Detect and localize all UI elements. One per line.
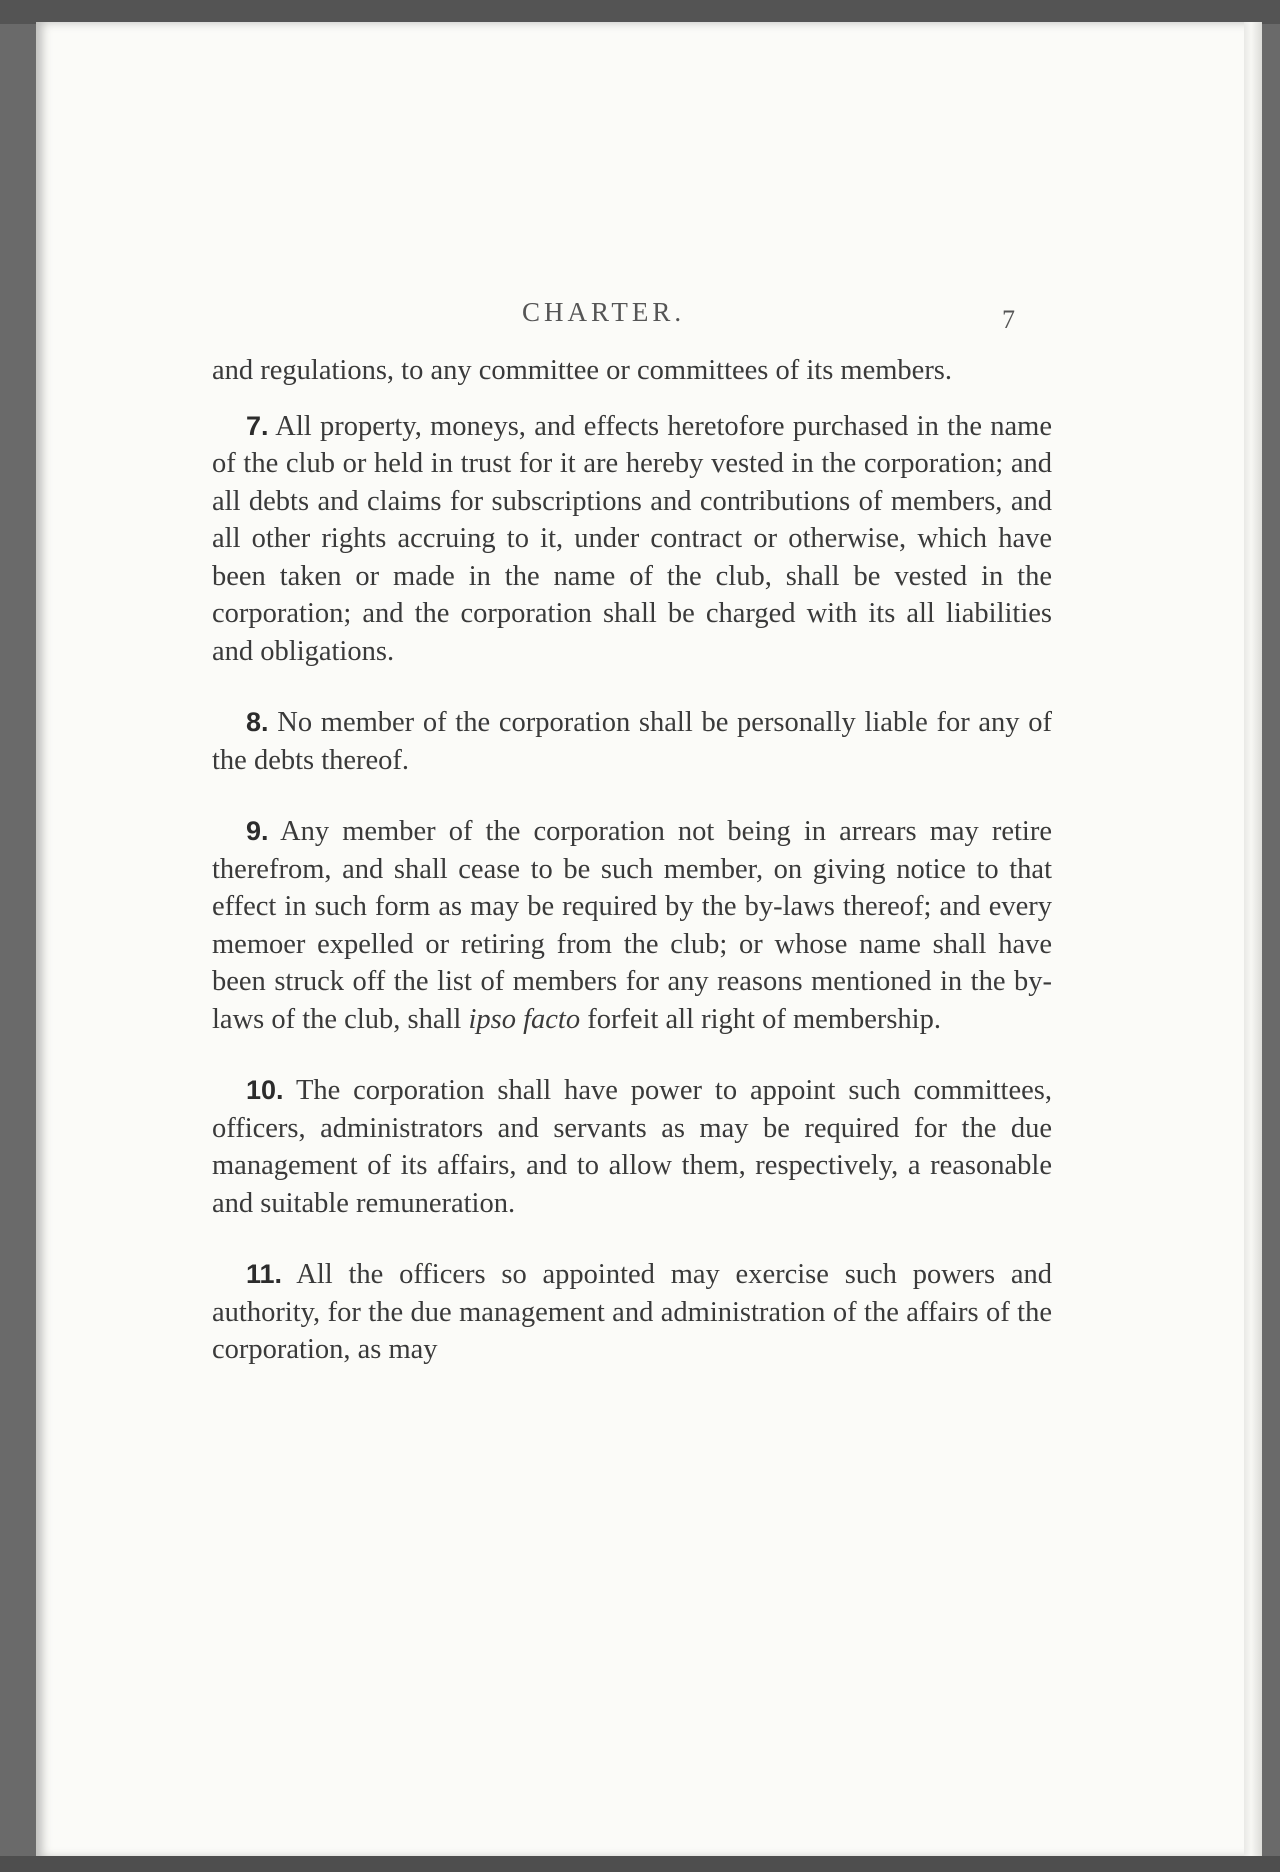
- section-text: Any member of the corporation not being in arrears may retire therefrom, and shall cease to be such member, on giving notice to that effect in such form as may be required by the by-laws thereof; and every memoer expelled or retiring from the club; or whose name shall have been struck off the list of members for any reasons mentioned in the by-laws of the club, shall: [212, 816, 1052, 1035]
- book-page: [36, 22, 1262, 1858]
- section-text: All the officers so appointed may exercise such powers and authority, for the due management and administration of the affairs of the corporation, as may: [212, 1259, 1052, 1365]
- section-number: 8.: [246, 707, 269, 737]
- running-head: [36, 297, 1262, 337]
- italic-phrase: ipso facto: [468, 1003, 581, 1035]
- page-number: 7: [1002, 305, 1015, 334]
- section-number: 7.: [246, 410, 269, 441]
- section-number: 10.: [246, 1075, 284, 1105]
- section-8: [212, 704, 1052, 779]
- scan-bottom-border: [0, 1856, 1280, 1872]
- continuation-paragraph: and regulations, to any committee or committees of its members.: [212, 355, 953, 386]
- section-10: [212, 1072, 1052, 1222]
- running-title: CHARTER.: [522, 297, 686, 327]
- section-7: [212, 408, 1052, 671]
- section-number: 9.: [246, 816, 269, 846]
- section-text-end: forfeit all right of membership.: [587, 1003, 941, 1035]
- section-text: All property, moneys, and effects heretofore purchased in the name of the club or held in trust for it are hereby vested in the corporation; and all debts and claims for subscriptions and contributions of members, and all other rights accruing to it, under contract or otherwise, which have been taken or made in the name of the club, shall be vested in the corporation; and the corporation shall be charged with its all liabilities and obligations.: [212, 410, 1052, 667]
- section-11: [212, 1256, 1052, 1369]
- scan-top-border: [0, 0, 1280, 24]
- section-number: 11.: [246, 1259, 283, 1289]
- section-text: The corporation shall have power to appoint such committees, officers, administrators and servants as may be required for the due management of its affairs, and to allow them, respectively, a reasonable and suitable remuneration.: [212, 1075, 1052, 1219]
- section-9: [212, 813, 1052, 1038]
- body-text: [212, 352, 1052, 1403]
- section-text: No member of the corporation shall be personally liable for any of the debts thereof.: [212, 707, 1053, 776]
